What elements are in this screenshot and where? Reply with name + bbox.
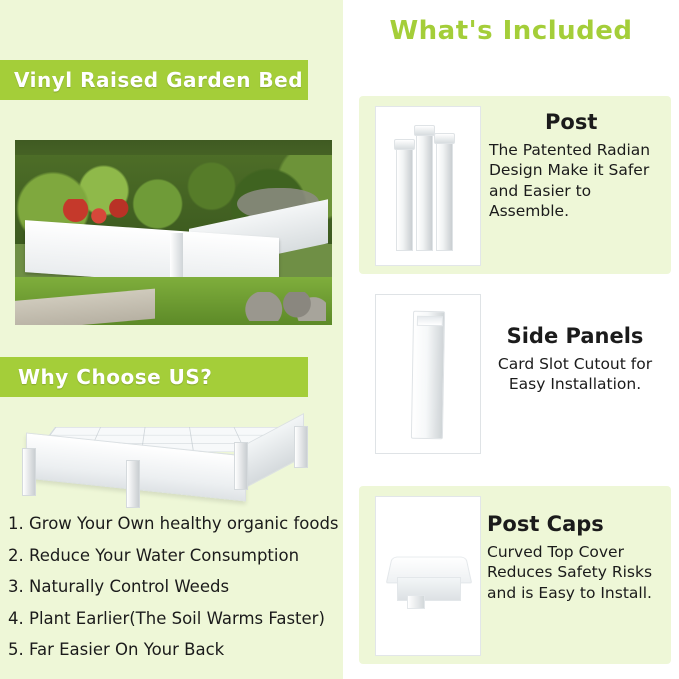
list-item: 3. Naturally Control Weeds — [8, 577, 230, 596]
why-choose-us-title: Why Choose US? — [18, 365, 213, 389]
illustration-post-left — [22, 448, 36, 496]
post-thumbnail — [375, 106, 481, 266]
post-top-right — [434, 133, 455, 144]
list-item: 5. Far Easier On Your Back — [8, 640, 225, 659]
post-icon — [394, 121, 462, 251]
photo-bed-post — [170, 233, 183, 277]
post-bar-left — [396, 145, 413, 251]
feature-card-post — [359, 96, 671, 274]
post-cap-thumbnail — [375, 496, 481, 656]
post-top-center — [414, 125, 435, 136]
side-panels-description: Card Slot Cutout for Easy Installation. — [497, 355, 653, 394]
benefits-ordered-list — [8, 512, 338, 663]
illustration-post-corner — [234, 442, 248, 490]
side-panels-title: Side Panels — [506, 324, 644, 348]
post-cap-icon — [389, 553, 467, 605]
post-title: Post — [545, 110, 598, 134]
feature-card-post-caps — [359, 486, 671, 664]
side-panels-text-block — [487, 324, 663, 395]
product-title: Vinyl Raised Garden Bed — [14, 68, 304, 92]
illustration-post-right — [294, 426, 308, 468]
photo-berries — [59, 199, 141, 225]
list-item: 4. Plant Earlier(The Soil Warms Faster) — [8, 608, 325, 628]
post-top-left — [394, 139, 415, 150]
post-bar-right — [436, 139, 453, 251]
whats-included-heading: What's Included — [389, 16, 633, 46]
post-caps-title: Post Caps — [487, 512, 604, 536]
side-panel-thumbnail — [375, 294, 481, 454]
post-bar-center — [416, 131, 433, 251]
list-item: 1. Grow Your Own healthy organic foods — [8, 514, 339, 533]
post-caps-description: Curved Top Cover Reduces Safety Risks and is Easy to Install. — [487, 543, 653, 602]
post-description: The Patented Radian Design Make it Safer and Easier to Assemble. — [489, 141, 651, 221]
photo-stones — [243, 292, 325, 322]
garden-bed-photo — [15, 140, 332, 325]
post-cap-stem — [407, 595, 425, 609]
product-title-band — [0, 60, 308, 100]
feature-card-side-panels — [359, 284, 671, 466]
right-panel — [343, 0, 679, 679]
side-panel-icon — [411, 311, 445, 440]
benefits-list — [8, 512, 338, 670]
list-item: 2. Reduce Your Water Consumption — [8, 545, 300, 565]
illustration-post-center — [126, 460, 140, 508]
post-text-block — [487, 110, 663, 222]
raised-bed-illustration — [18, 404, 318, 514]
why-choose-us-band — [0, 357, 308, 397]
post-caps-text-block — [487, 512, 663, 603]
